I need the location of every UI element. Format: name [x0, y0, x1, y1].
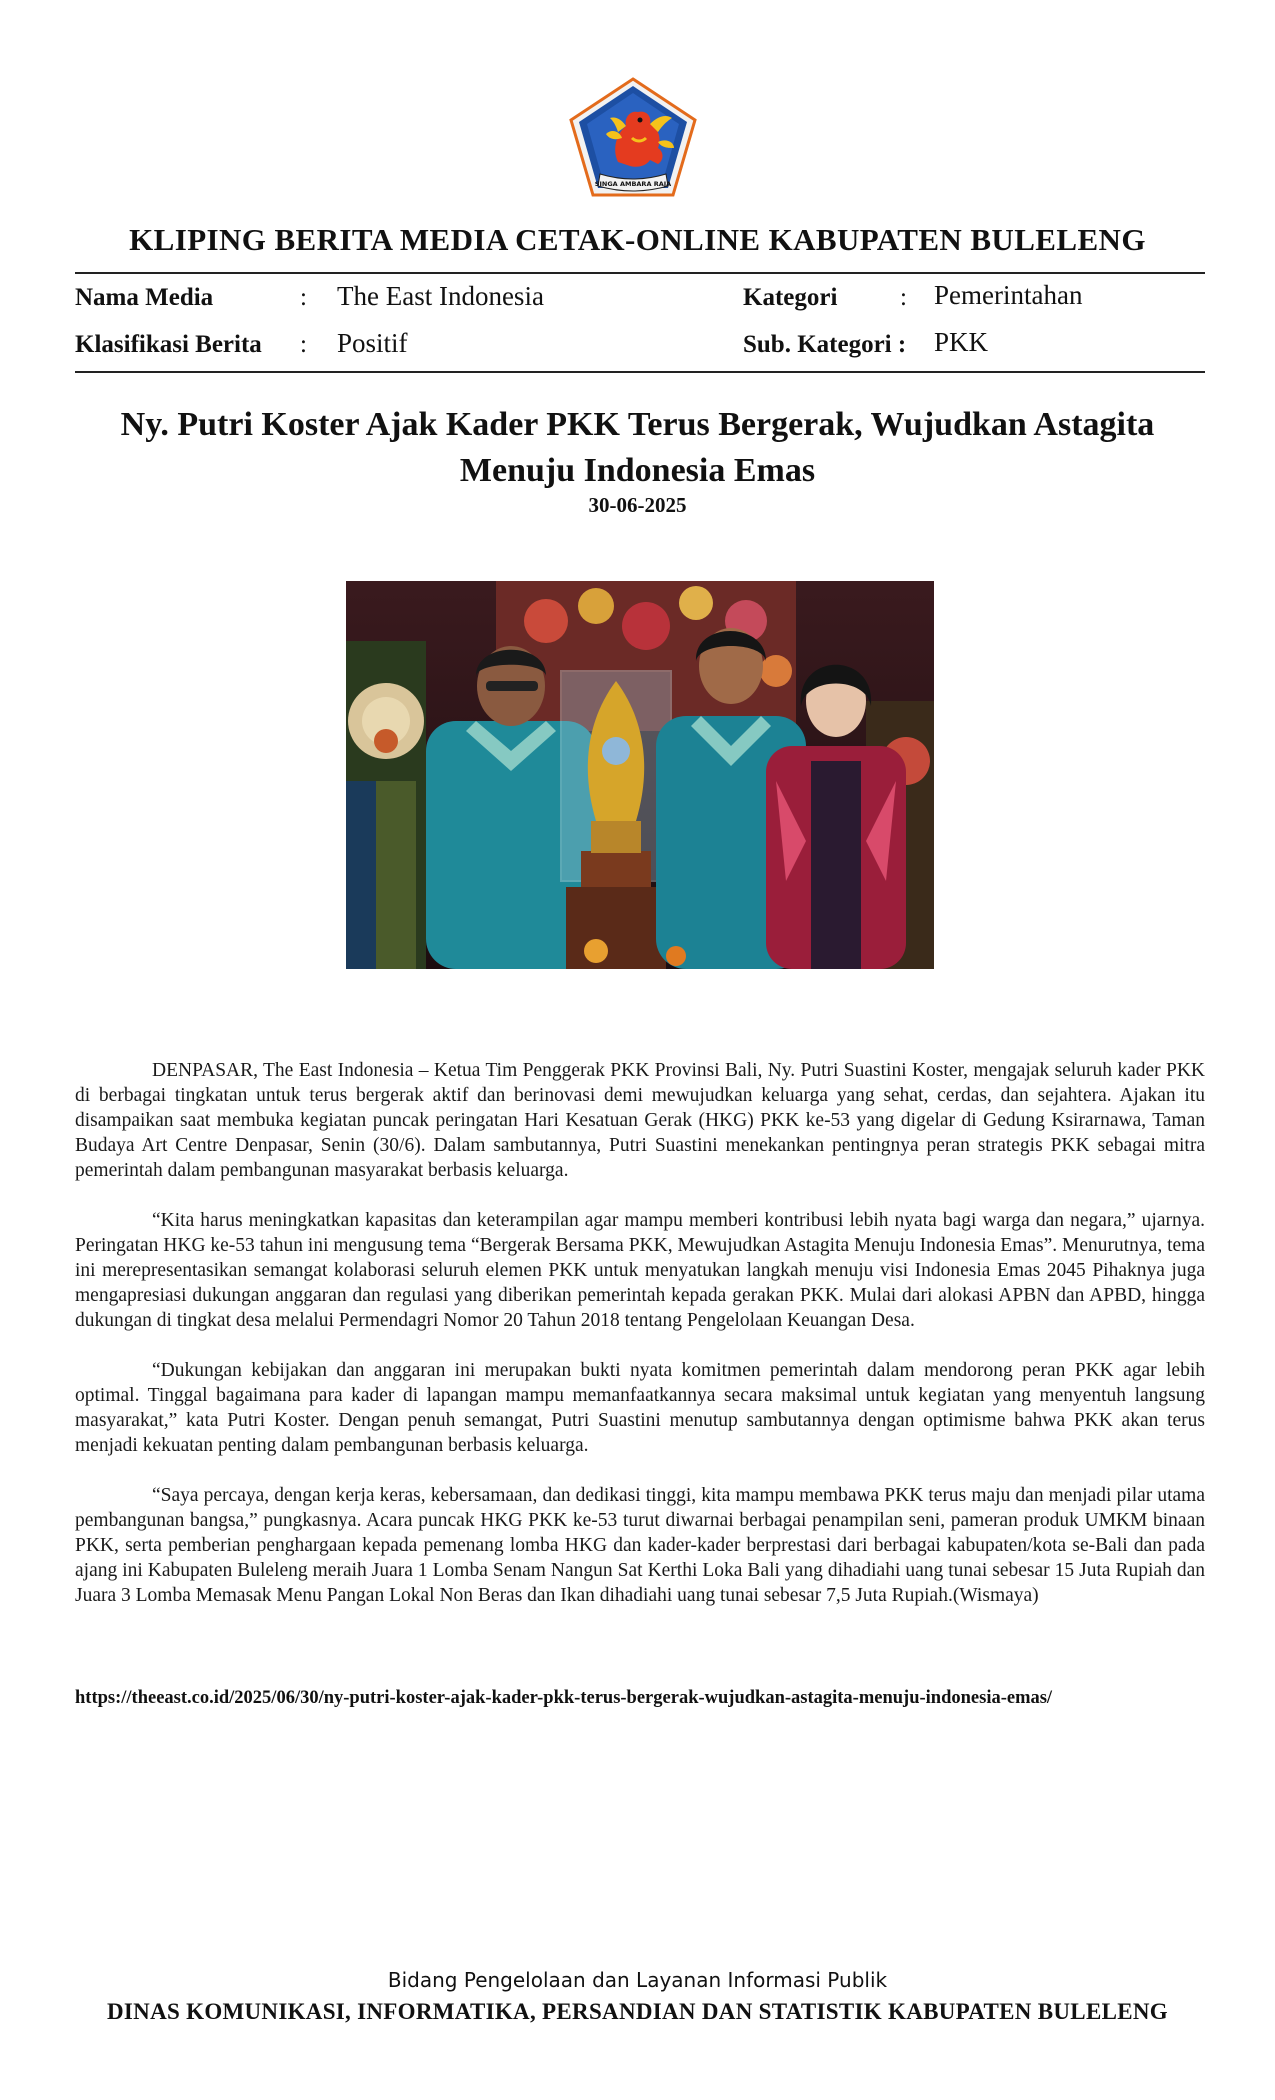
- media-name-colon: :: [300, 284, 307, 311]
- news-photo: [346, 581, 934, 969]
- header-divider-top: [75, 272, 1205, 274]
- media-name-value: The East Indonesia: [337, 281, 544, 311]
- footer-agency-name: DINAS KOMUNIKASI, INFORMATIKA, PERSANDIAN DAN STATISTIK KABUPATEN BULELENG: [107, 1999, 1168, 2024]
- header-divider-bottom: [75, 371, 1205, 373]
- news-classification-value: Positif: [337, 328, 408, 358]
- news-classification-colon: :: [300, 331, 307, 358]
- article-paragraph: “Dukungan kebijakan dan anggaran ini merupakan bukti nyata komitmen pemerintah dalam mendorong peran PKK agar lebih optimal. Tinggal bagaimana para kader di lapangan mampu memanfaatkannya secara maksimal untuk kegiatan yang menyentuh langsung masyarakat,” kata Putri Koster. Dengan penuh semangat, Putri Suastini menutup sambutannya dengan optimisme bahwa PKK akan terus menjadi kekuatan penting dalam pembangunan berbasis keluarga.: [75, 1360, 1205, 1456]
- category-colon: :: [900, 284, 907, 311]
- category-value: Pemerintahan: [934, 280, 1083, 310]
- footer-division-name: Bidang Pengelolaan dan Layanan Informasi Publik: [387, 1968, 888, 1992]
- category-label: Kategori: [743, 284, 838, 311]
- news-classification-label: Klasifikasi Berita: [75, 331, 262, 358]
- article-paragraph: “Kita harus meningkatkan kapasitas dan keterampilan agar mampu memberi kontribusi lebih nyata bagi warga dan negara,” ujarnya. Peringatan HKG ke-53 tahun ini mengusung tema “Bergerak Bersama PKK, Mewujudkan Astagita Menuju Indonesia Emas”. Menurutnya, tema ini merepresentasikan semangat kolaborasi seluruh elemen PKK untuk menyatukan langkah menuju visi Indonesia Emas 2045 Pihaknya juga mengapresiasi dukungan anggaran dan regulasi yang diberikan pemerintah kepada gerakan PKK. Mulai dari alokasi APBN dan APBD, hingga dukungan di tingkat desa melalui Permendagri Nomor 20 Tahun 2018 tentang Pengelolaan Keuangan Desa.: [75, 1210, 1205, 1331]
- clipping-header-title: KLIPING BERITA MEDIA CETAK-ONLINE KABUPATEN BULELENG: [129, 222, 1146, 257]
- subcategory-value: PKK: [934, 327, 989, 357]
- article-body: [75, 1058, 1205, 1633]
- buleleng-crest-icon: [566, 76, 700, 200]
- svg-text:SINGA AMBARA RAJA: SINGA AMBARA RAJA: [594, 180, 672, 188]
- source-url-link[interactable]: https://theeast.co.id/2025/06/30/ny-putri-koster-ajak-kader-pkk-terus-bergerak-wujudkan-astagita-menuju-indonesia-emas/: [75, 1688, 1053, 1708]
- article-paragraph: “Saya percaya, dengan kerja keras, kebersamaan, dan dedikasi tinggi, kita mampu membawa PKK terus maju dan menjadi pilar utama pembangunan bangsa,” pungkasnya. Acara puncak HKG PKK ke-53 turut diwarnai berbagai penampilan seni, pameran produk UMKM binaan PKK, serta pemberian penghargaan kepada pemenang lomba HKG dan kader-kader berprestasi dari berbagai kabupaten/kota se-Bali dan pada ajang ini Kabupaten Buleleng meraih Juara 1 Lomba Senam Nangun Sat Kerthi Loka Bali yang dihadiahi uang tunai sebesar 15 Juta Rupiah dan Juara 3 Lomba Memasak Menu Pangan Lokal Non Beras dan Ikan dihadiahi uang tunai sebesar 7,5 Juta Rupiah.(Wismaya): [75, 1485, 1205, 1606]
- article-date: 30-06-2025: [588, 493, 687, 517]
- article-title: Ny. Putri Koster Ajak Kader PKK Terus Bergerak, Wujudkan Astagita Menuju Indonesia Emas: [120, 406, 1155, 489]
- media-name-label: Nama Media: [75, 284, 214, 311]
- article-paragraph: DENPASAR, The East Indonesia – Ketua Tim Penggerak PKK Provinsi Bali, Ny. Putri Suastini Koster, mengajak seluruh kader PKK di berbagai tingkatan untuk terus bergerak aktif dan berinovasi demi mewujudkan keluarga yang sehat, cerdas, dan sejahtera. Ajakan itu disampaikan saat membuka kegiatan puncak peringatan Hari Kesatuan Gerak (HKG) PKK ke-53 yang digelar di Gedung Ksirarnawa, Taman Budaya Art Centre Denpasar, Senin (30/6). Dalam sambutannya, Putri Suastini menekankan pentingnya peran strategis PKK sebagai mitra pemerintah dalam pembangunan masyarakat berbasis keluarga.: [75, 1060, 1205, 1181]
- subcategory-label: Sub. Kategori :: [743, 331, 907, 358]
